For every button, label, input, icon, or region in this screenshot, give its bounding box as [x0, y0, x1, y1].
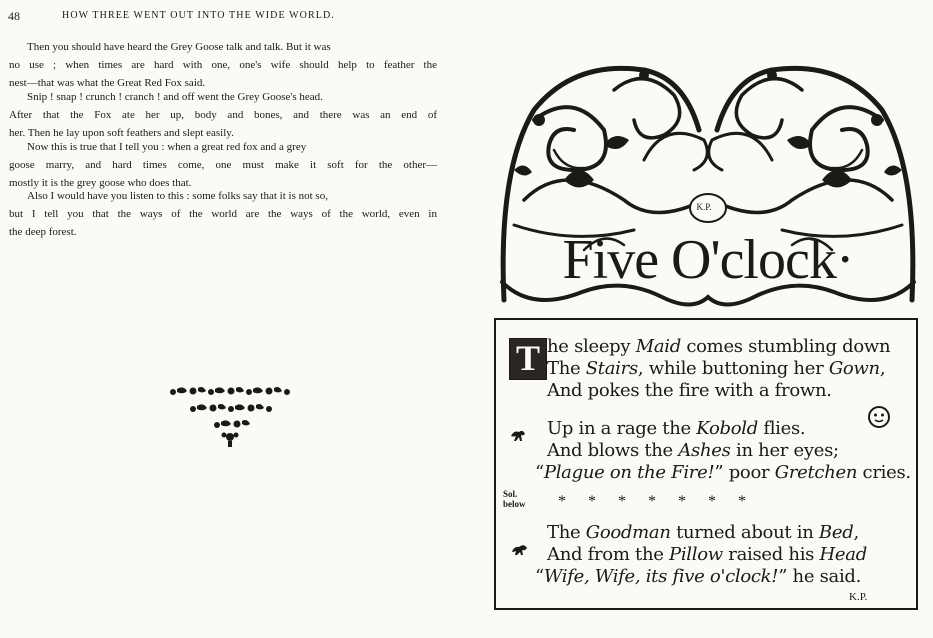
- poem-text: cries.: [857, 462, 911, 483]
- text-line: but I tell you that the ways of the world are the ways of the world, even in: [9, 208, 437, 220]
- text-line: goose marry, and hard times come, one must make it soft for the other—: [9, 159, 437, 171]
- fleuron-row-1: [170, 387, 290, 395]
- poem-line: [547, 336, 890, 358]
- dropcap: [509, 338, 547, 380]
- text-line: Then you should have heard the Grey Goose talk and talk. But it was: [27, 41, 331, 53]
- poem-italic: Gown: [828, 358, 880, 379]
- text-line: mostly it is the grey goose who does that.: [9, 177, 192, 189]
- poem-text: And from the: [547, 544, 670, 565]
- poem-text: comes stumbling down: [680, 336, 891, 357]
- text-line: her. Then he lay upon soft feathers and slept easily.: [9, 127, 234, 139]
- poem-line: [547, 522, 859, 544]
- poem-line: [535, 462, 911, 484]
- poem-line: [547, 440, 839, 462]
- poem-italic: Stairs: [585, 358, 638, 379]
- poem-italic: Wife, Wife, its five o'clock!: [543, 566, 779, 587]
- poem-italic: Goodman: [585, 522, 671, 543]
- text-line: Now this is true that I tell you : when a great red fox and a grey: [27, 141, 307, 153]
- moon-crescent-icon: [870, 505, 892, 531]
- goodman-figure-icon: [511, 543, 529, 557]
- poem-line: [547, 418, 805, 440]
- poem-text: turned about in: [670, 522, 819, 543]
- poem-text: ,: [853, 522, 859, 543]
- poem-italic: Kobold: [696, 418, 758, 439]
- poem-text: ” he said.: [778, 566, 862, 587]
- poem-text: “: [535, 566, 544, 587]
- poem-text: Up in a rage the: [547, 418, 697, 439]
- poem-text: The: [547, 358, 586, 379]
- poem-italic: Plague on the Fire!: [543, 462, 715, 483]
- poem-text: And blows the: [547, 440, 679, 461]
- running-head: HOW THREE WENT OUT INTO THE WIDE WORLD.: [62, 10, 335, 21]
- sun-face-icon: [867, 405, 891, 429]
- poem-italic: Ashes: [678, 440, 731, 461]
- poem-italic: Maid: [635, 336, 681, 357]
- asterism-divider: * * * * * * *: [558, 493, 746, 510]
- poem-text: , while buttoning her: [637, 358, 829, 379]
- poem-italic: Bed: [818, 522, 854, 543]
- fleuron-row-3: [214, 420, 250, 428]
- text-line: no use ; when times are hard with one, one's wife should help to feather the: [9, 59, 437, 71]
- medallion-initials: K.P.: [696, 202, 712, 212]
- text-line: Snip ! snap ! crunch ! cranch ! and off went the Grey Goose's head.: [27, 91, 323, 103]
- sol-note-line: Sol.: [503, 489, 518, 499]
- poem-text: in her eyes;: [730, 440, 839, 461]
- dropcap-letter: T: [515, 338, 540, 378]
- fleuron-row-2: [190, 404, 272, 412]
- poem-text: ” poor: [714, 462, 775, 483]
- signature-initials: K.P.: [849, 591, 868, 603]
- text-line: Also I would have you listen to this : some folks say that it is not so,: [27, 190, 328, 202]
- poem-line: [547, 544, 867, 566]
- poem-text: flies.: [757, 418, 806, 439]
- poem-text: ,: [879, 358, 886, 379]
- text-line: the deep forest.: [9, 226, 77, 238]
- sol-below-note: [503, 489, 526, 509]
- text-line: nest—that was what the Great Red Fox said.: [9, 77, 206, 89]
- fleuron-tip: [222, 433, 239, 448]
- sol-note-line: below: [503, 499, 526, 509]
- fleuron-ornament-icon: [165, 383, 295, 449]
- poem-line: [535, 566, 861, 588]
- poem-italic: Pillow: [669, 544, 723, 565]
- poem-italic: Head: [819, 544, 867, 565]
- poem-line: And pokes the fire with a frown.: [547, 380, 832, 401]
- poem-text: The: [547, 522, 586, 543]
- poem-text: raised his: [722, 544, 820, 565]
- poem-line: [547, 358, 885, 380]
- poem-text: “: [535, 462, 544, 483]
- text-line: After that the Fox ate her up, body and bones, and there was an end of: [9, 109, 437, 121]
- poem-text: he sleepy: [547, 336, 636, 357]
- page-number: 48: [8, 9, 20, 23]
- poem-italic: Gretchen: [774, 462, 858, 483]
- kobold-figure-icon: [509, 428, 527, 444]
- poem-title: Five O'clock·: [562, 229, 854, 291]
